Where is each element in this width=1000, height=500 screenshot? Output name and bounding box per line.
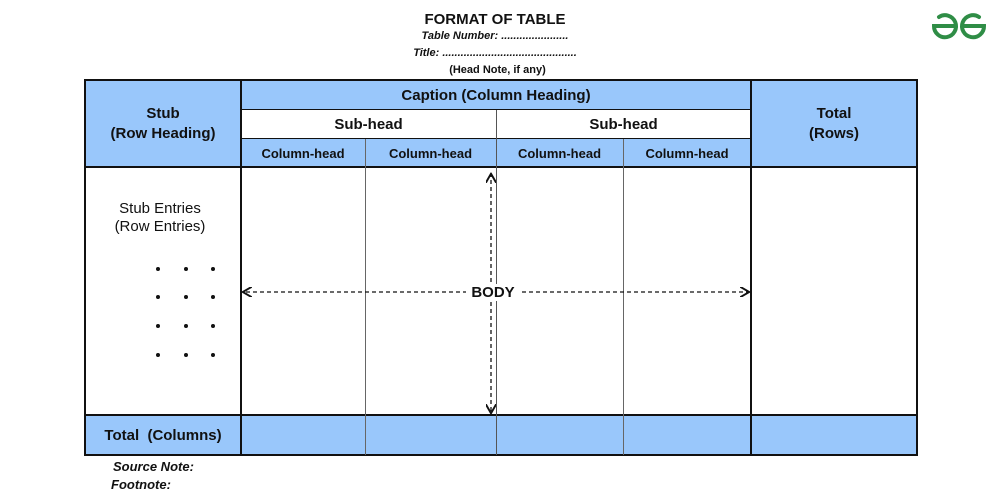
table-number-line: Table Number: ...................... bbox=[421, 30, 569, 42]
total-rows-line2: (Rows) bbox=[809, 124, 859, 142]
column-head-3: Column-head bbox=[517, 145, 602, 161]
subhead-1: Sub-head bbox=[334, 116, 403, 133]
stub-heading-line2: (Row Heading) bbox=[110, 124, 216, 142]
column-head-2: Column-head bbox=[388, 145, 473, 161]
column-head-1: Column-head bbox=[261, 145, 345, 161]
head-note: (Head Note, if any) bbox=[449, 64, 546, 76]
footnote: Footnote: bbox=[111, 477, 171, 492]
stub-entries-line1: Stub Entries bbox=[119, 200, 201, 217]
caption-heading: Caption (Column Heading) bbox=[401, 86, 591, 104]
format-title: FORMAT OF TABLE bbox=[424, 11, 566, 28]
source-note: Source Note: bbox=[113, 459, 194, 474]
body-label: BODY bbox=[466, 284, 520, 301]
column-head-4: Column-head bbox=[645, 145, 729, 161]
total-columns-label: Total (Columns) bbox=[104, 426, 222, 444]
stub-entries-line2: (Row Entries) bbox=[114, 218, 206, 235]
total-rows-line1: Total bbox=[816, 104, 852, 122]
stub-heading-line1: Stub bbox=[146, 104, 180, 122]
title-line: Title: ............................................ bbox=[413, 47, 577, 59]
subhead-2: Sub-head bbox=[589, 116, 658, 133]
